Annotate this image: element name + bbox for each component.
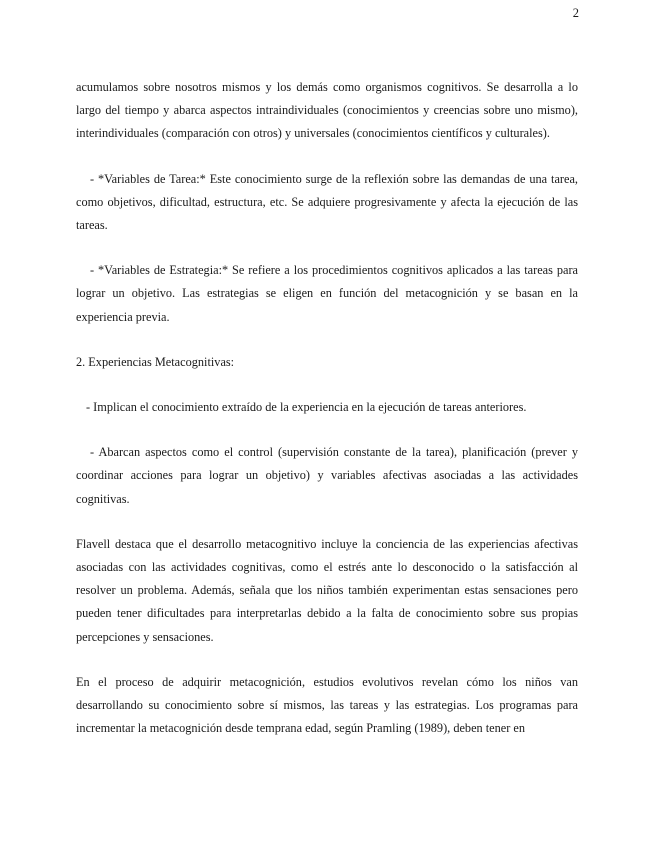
paragraph-experience-knowledge: - Implican el conocimiento extraído de la experiencia en la ejecución de tareas anteriores.: [86, 400, 527, 415]
paragraph-evolutionary-studies: En el proceso de adquirir metacognición, estudios evolutivos revelan cómo los niños van desarrollando su conocimiento sobre sí mismos, las tareas y las estrategias. Los programas para incrementar la metacognición desde temprana edad, según Pramling (1989), deben tener en: [76, 674, 578, 736]
document-body: [76, 76, 578, 762]
paragraph-flavell: Flavell destaca que el desarrollo metacognitivo incluye la conciencia de las experiencias afectivas asociadas con las actividades cognitivas, como el estrés ante lo desconocido o la satisfacción al resolver un problema. Además, señala que los niños también experimentan estas sensaciones pero pueden tener dificultades para interpretarlas debido a la falta de conocimiento sobre sus propias percepciones y sensaciones.: [76, 536, 578, 644]
paragraph-control-planning: - Abarcan aspectos como el control (supervisión constante de la tarea), planificación (prever y coordinar acciones para lograr un objetivo) y variables afectivas asociadas a las actividades cognitivas.: [76, 445, 578, 506]
paragraph-strategy-variables: - *Variables de Estrategia:* Se refiere a los procedimientos cognitivos aplicados a las tareas para lograr un objetivo. Las estrategias se eligen en función del metacognición y se basan en la experiencia previa.: [76, 263, 578, 324]
heading-metacognitive-experiences: 2. Experiencias Metacognitivas:: [76, 354, 235, 369]
paragraph-metacognitive-knowledge: acumulamos sobre nosotros mismos y los demás como organismos cognitivos. Se desarrolla a lo largo del tiempo y abarca aspectos intraindividuales (conocimientos y creencias sobre uno mismo), interindividuales (comparación con otros) y universales (conocimientos científicos y culturales).: [76, 80, 578, 141]
paragraph-task-variables: - *Variables de Tarea:* Este conocimiento surge de la reflexión sobre las demandas de una tarea, como objetivos, dificultad, estructura, etc. Se adquiere progresivamente y afecta la ejecución de las tareas.: [76, 171, 578, 233]
page-number: 2: [572, 6, 579, 20]
